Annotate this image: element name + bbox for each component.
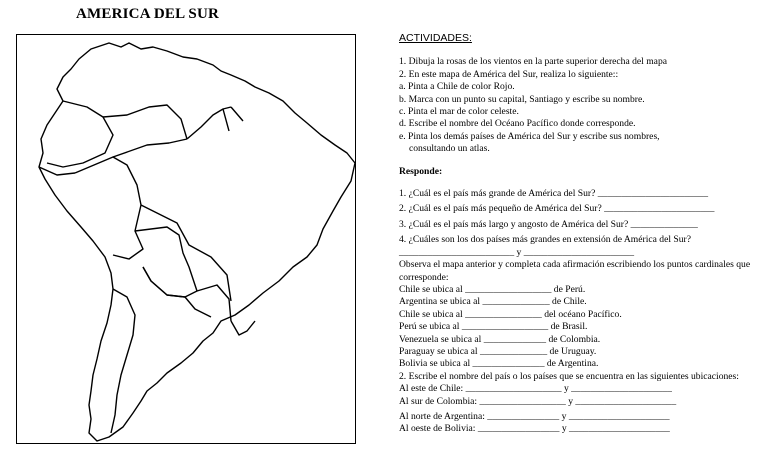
fill-in-3: Chile se ubica al ________________ del océano Pacífico. [399, 308, 622, 320]
border-uruguay [231, 321, 255, 335]
instruction-c: c. Pinta el mar de color celeste. [399, 106, 519, 118]
question-4: 4. ¿Cuáles son los dos países más grandes en extensión de América del Sur? [399, 234, 692, 246]
instruction-2: 2. En este mapa de América del Sur, realiza lo siguiente:: [399, 68, 619, 80]
question-4-answer: ________________________ y _______________________ [399, 246, 635, 258]
fill-in-5: Venezuela se ubica al _____________ de Colombia. [399, 333, 601, 345]
responde-heading: Responde: [399, 165, 443, 177]
location-2: Al sur de Colombia: __________________ y _____________________ [399, 395, 677, 407]
location-4: Al oeste de Bolivia: _________________ y _____________________ [399, 423, 670, 435]
border-brazil [113, 139, 231, 301]
border-ecuador [39, 167, 75, 175]
border-paraguay [197, 285, 231, 321]
border-chile [111, 289, 135, 433]
location-3: Al norte de Argentina: _______________ y _____________________ [399, 410, 670, 422]
instruction-b: b. Marca con un punto su capital, Santiago y escribe su nombre. [399, 93, 645, 105]
border-peru [75, 157, 143, 259]
fill-in-1: Chile se ubica al __________________ de Perú. [399, 283, 586, 295]
map-frame [16, 34, 356, 444]
fill-in-2: Argentina se ubica al ______________ de Chile. [399, 296, 587, 308]
border-bolivia [135, 227, 197, 297]
location-1: Al este de Chile: ____________________ y _____________________ [399, 383, 672, 395]
question-3: 3. ¿Cuál es el país más largo y angosto de América del Sur? ______________ [399, 218, 698, 230]
instruction-a: a. Pinta a Chile de color Rojo. [399, 81, 515, 93]
worksheet-panel [399, 32, 761, 436]
instruction-1: 1. Dibuja la rosas de los vientos en la parte superior derecha del mapa [399, 56, 667, 68]
fill-in-6: Paraguay se ubica al ______________ de Uruguay. [399, 345, 597, 357]
border-argentina [143, 267, 211, 317]
observe-instruction: Observa el mapa anterior y completa cada afirmación escribiendo los puntos cardinales que corresponde: [399, 259, 751, 283]
south-america-map [17, 35, 357, 445]
page-title: AMERICA DEL SUR [76, 6, 220, 22]
instruction-d: d. Escribe el nombre del Océano Pacífico donde corresponde. [399, 118, 636, 130]
instruction-e-cont: consultando un atlas. [409, 143, 490, 155]
border-suriname [223, 107, 243, 131]
question-1: 1. ¿Cuál es el país más grande de América del Sur? _______________________ [399, 188, 709, 200]
fill-in-4: Perú se ubica al __________________ de Brasil. [399, 321, 588, 333]
activities-heading: ACTIVIDADES: [399, 32, 472, 44]
question-2-locations: 2. Escribe el nombre del país o los países que se encuentra en las siguientes ubicaciones: [399, 370, 739, 382]
border-venezuela [103, 105, 187, 139]
question-2: 2. ¿Cuál es el país más pequeño de América del Sur? _______________________ [399, 203, 715, 215]
continent-outline [39, 43, 355, 441]
instruction-e: e. Pinta los demás países de América del Sur y escribe sus nombres, [399, 130, 660, 142]
fill-in-7: Bolivia se ubica al _______________ de Argentina. [399, 358, 599, 370]
